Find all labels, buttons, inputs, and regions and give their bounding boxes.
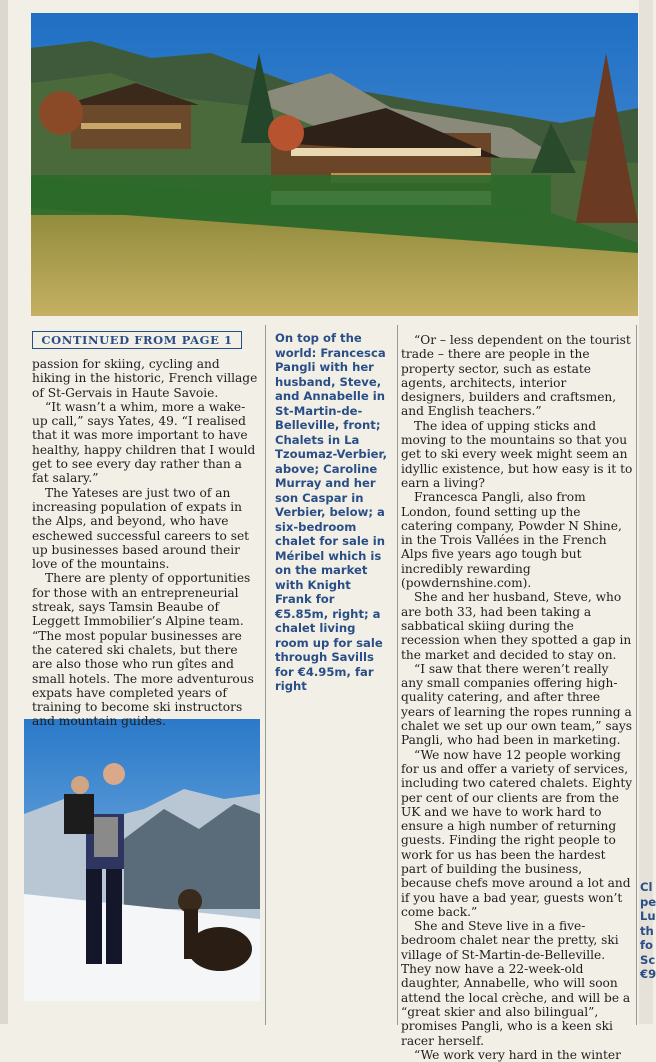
right-paragraph-5: “I saw that there weren’t really any small companies offering high-quality catering, and after three years of learning the ropes running a chalet we set up our own team,” says Pangli, who had been in marketing. <box>401 661 633 748</box>
column-rule-far-right <box>636 325 637 1025</box>
right-paragraph-7: She and Steve live in a five-bedroom chalet near the pretty, ski village of St-Martin-de-Belleville. They now have a 22-week-old daughter, Annabelle, who will soon attend the local crèche, and will be a “great skier and also bilingual”, promises Pangli, who is a keen ski racer herself. <box>401 919 631 1048</box>
left-paragraph-4: There are plenty of opportunities for those with an entrepreneurial streak, says Tamsin Beaube of Leggett Immobilier’s Alpine team. “The most popular businesses are the catered ski chalets, but there are also those who run gîtes and small hotels. The more adventurous expats have completed years of training to become ski instructors and mountain guides. <box>32 571 254 729</box>
right-paragraph-4: She and her husband, Steve, who are both 33, had been taking a sabbatical skiing during the recession when they spotted a gap in the market and decided to stay on. <box>401 590 632 662</box>
verbier-family-photo <box>24 719 260 1001</box>
continued-from-label: CONTINUED FROM PAGE 1 <box>32 331 242 349</box>
article-left-column <box>32 357 258 729</box>
right-paragraph-8: “We work very hard in the winter <box>414 1047 621 1062</box>
column-rule-right <box>397 325 398 1025</box>
left-paragraph-3: The Yateses are just two of an increasing population of expats in the Alps, and beyond, who have eschewed successful careers to set up businesses based around their love of the mountains. <box>32 485 250 572</box>
right-paragraph-3: Francesca Pangli, also from London, found setting up the catering company, Powder N Shine, in the Trois Vallées in the French Alps five years ago tough but incredibly rewarding (powdernshine.com). <box>401 490 622 591</box>
article-right-column <box>401 333 633 1062</box>
page-right-edge <box>639 0 656 1024</box>
side-caption-line: fo <box>640 938 654 952</box>
page-left-edge <box>0 0 8 1024</box>
right-paragraph-6: “We now have 12 people working for us and offer a variety of services, including two catered chalets. Eighty per cent of our clients are from the UK and we have to work hard to ensure a high number of returning guests. Finding the right people to work for us has been the hardest part of building the business, because chefs move around a lot and if you have a bad year, guests won’t come back.” <box>401 747 633 919</box>
side-caption-line: th <box>640 923 654 938</box>
photo-caption: On top of the world: Francesca Pangli with her husband, Steve, and Annabelle in St-Martin-de-Belleville, front; Chalets in La Tzoumaz-Verbier, above; Caroline Murray and her son Caspar in Verbier, below; a six-bedroom chalet for sale in Méribel which is on the market with Knight Frank for €5.85m, right; a chalet living room up for sale through Savills for €4.95m, far right <box>275 331 387 693</box>
right-paragraph-2: The idea of upping sticks and moving to the mountains so that you get to ski every week might seem an idyllic existence, but how easy is it to earn a living? <box>401 418 633 490</box>
left-paragraph-2: “It wasn’t a whim, more a wake-up call,” says Yates, 49. “I realised that it was more important to have healthy, happy children that I would get to see every day rather than a fat salary.” <box>32 399 256 486</box>
left-paragraph-1: passion for skiing, cycling and hiking in the historic, French village of St-Gervais in Haute Savoie. <box>32 357 258 400</box>
side-caption-line: Lu <box>640 909 656 923</box>
column-rule-left <box>265 325 266 1025</box>
side-caption-line: Sc <box>640 952 656 967</box>
side-caption-line: pe <box>640 894 656 909</box>
right-paragraph-1: “Or – less dependent on the tourist trade – there are people in the property sector, such as estate agents, architects, interior designers, builders and craftsmen, and English teachers.” <box>401 333 631 419</box>
chalet-hillside-photo <box>31 13 638 316</box>
cropped-side-caption <box>640 880 656 982</box>
side-caption-line: Cl <box>640 880 653 894</box>
side-caption-line: €9 <box>640 967 656 981</box>
